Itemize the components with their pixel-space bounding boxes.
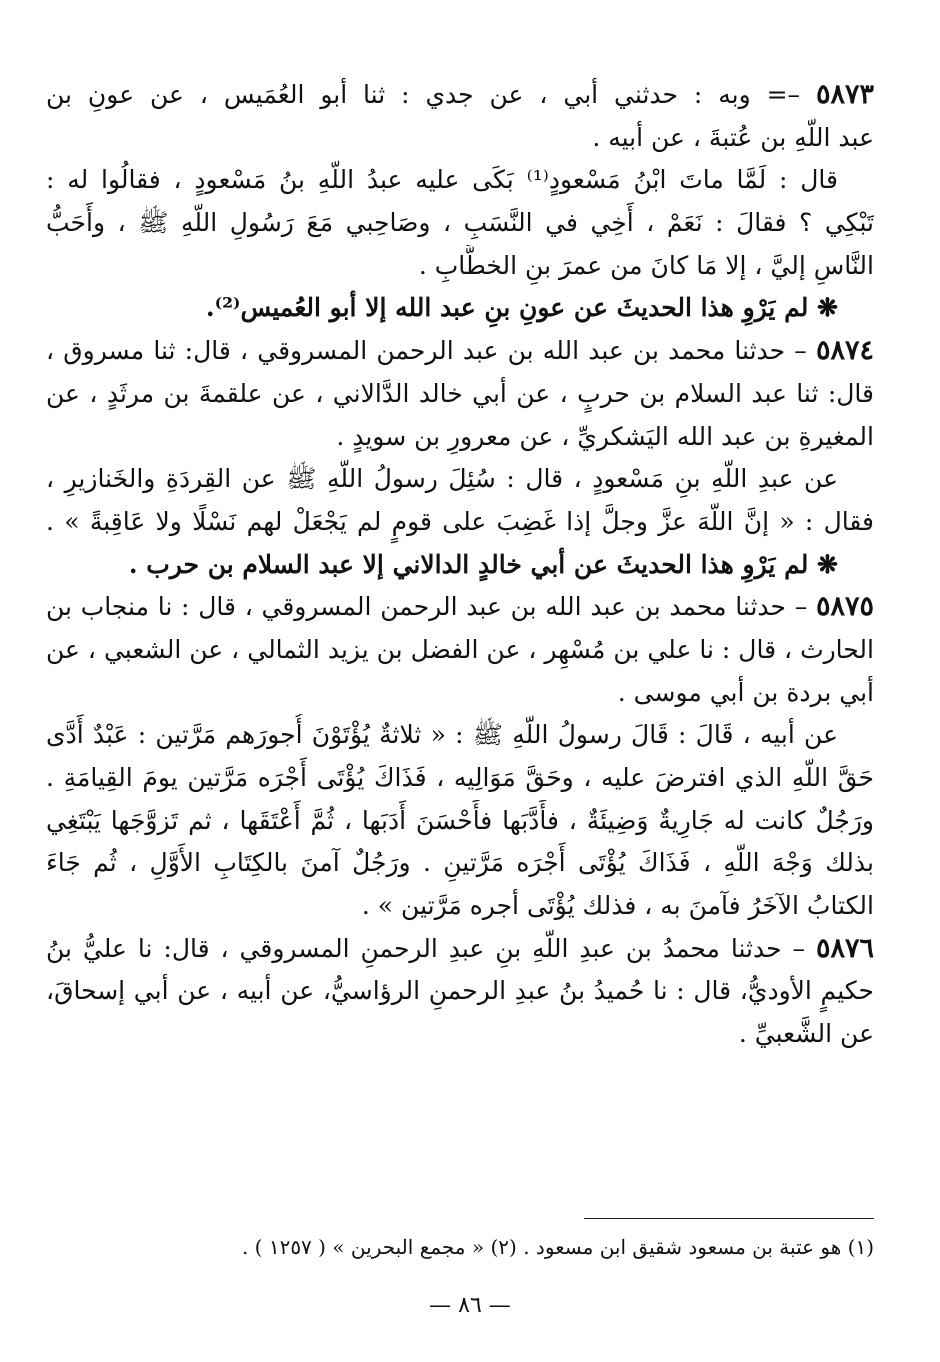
text-line xyxy=(46,373,874,416)
text-line xyxy=(46,202,874,245)
text-line xyxy=(46,757,874,800)
line-text: تَبْكِي ؟ فقالَ : نَعَمْ ، أَخِي في النَّسَبِ ، وصَاحِبي مَعَ رَسُولِ اللّهِ ﷺ ، وأَحَبُّ xyxy=(46,208,874,238)
text-line xyxy=(46,629,874,672)
footnotes: (١) هو عتبة بن مسعود شقيق ابن مسعود . (٢) « مجمع البحرين » ( ١٢٥٧ ) . xyxy=(241,1235,874,1259)
line-text: الكتابُ الآخَرُ فآمنَ به ، فذلك يُؤْتَى أجره مَرَّتين » . xyxy=(361,891,874,921)
line-text: – حدثنا محمد بن عبد الله بن عبد الرحمن المسروقي ، قال: ثنا مسروق ، xyxy=(46,336,816,366)
line-text: قال : لَمَّا ماتَ ابْنُ مَسْعودٍ⁽¹⁾ بَكَى عليه عبدُ اللّهِ بنُ مَسْعودٍ ، فقالُوا له : xyxy=(46,165,838,195)
hadith-note-line xyxy=(46,544,874,587)
text-line xyxy=(46,928,874,971)
line-text: بذلك وَجْهَ اللّهِ ، فَذَاكَ يُؤْتَى أَجْرَه مَرَّتينِ . ورَجُلٌ آمنَ بالكِتَابِ الأَوَّلِ ، ثُم جَاءَ xyxy=(46,848,874,878)
text-line xyxy=(46,842,874,885)
line-text: عن عبدِ اللّهِ بنِ مَسْعودٍ ، قال : سُئِلَ رسولُ اللّهِ ﷺ عن القِردَةِ والخَنازيرِ ، xyxy=(46,464,838,494)
text-line xyxy=(46,245,874,288)
text-line xyxy=(46,330,874,373)
footnote-separator xyxy=(584,1218,874,1219)
text-line xyxy=(46,970,874,1013)
hadith-note-line xyxy=(46,287,874,330)
line-text: حَقَّ اللّهِ الذي افترضَ عليه ، وحَقَّ مَوَالِيه ، فَذَاكَ يُؤْتَى أَجْرَه مَرَّتين يومَ القِيامَةِ . xyxy=(46,763,874,792)
line-text: النَّاسِ إليَّ ، إلا مَا كانَ من عمرَ بنِ الخطَّابِ . xyxy=(418,250,874,280)
line-text: أبي بردة بن أبي موسى . xyxy=(617,677,874,707)
line-text: فقال : « إنَّ اللّهَ عزَّ وجلَّ إذا غَضِبَ على قومٍ لم يَجْعَلْ لهم نَسْلًا ولا عَاقِبةً » . xyxy=(46,506,874,536)
line-text: – حدثنا محمدُ بن عبدِ اللّهِ بنِ عبدِ الرحمنِ المسروقي ، قال: نا عليُّ بنُ xyxy=(46,933,816,963)
line-text: حكيمٍ الأوديُّ، قال : نا حُميدُ بنُ عبدِ الرحمنِ الرؤاسيُّ، عن أبيه ، عن أبي إسحاقَ، xyxy=(46,976,874,1006)
line-text: ❋ لم يَرْوِ هذا الحديثَ عن أبي خالدٍ الدالاني إلا عبد السلام بن حرب . xyxy=(128,549,838,579)
text-line xyxy=(46,458,874,501)
page-number: — ٨٦ — xyxy=(429,1293,511,1318)
line-text: – حدثنا محمد بن عبد الله بن عبد الرحمن المسروقي ، قال : نا منجاب بن xyxy=(46,592,816,622)
text-line xyxy=(46,159,874,202)
text-line xyxy=(46,800,874,843)
text-line xyxy=(46,1013,874,1056)
text-line xyxy=(46,586,874,629)
hadith-number: ٥٨٧٣ xyxy=(815,79,874,110)
text-line xyxy=(46,501,874,544)
hadith-number: ٥٨٧٤ xyxy=(815,335,874,367)
hadith-number: ٥٨٧٦ xyxy=(815,932,874,964)
line-text: ❋ لم يَرْوِ هذا الحديثَ عن عونِ بنِ عبد الله إلا أبو العُميس⁽²⁾. xyxy=(205,293,838,323)
line-text: قال: ثنا عبد السلام بن حربٍ ، عن أبي خالد الدَّالاني ، عن علقمةَ بن مرثَدٍ ، عن xyxy=(46,378,874,408)
hadith-number: ٥٨٧٥ xyxy=(815,591,874,623)
line-text: عن أبيه ، قَالَ : قَالَ رسولُ اللّهِ ﷺ : « ثلاثةٌ يُؤْتَوْنَ أُجورَهم مَرَّتين : عَبْدٌ أَدَّى xyxy=(46,720,838,750)
text-line xyxy=(46,74,874,117)
text-line xyxy=(46,714,874,757)
text-line xyxy=(46,117,874,160)
line-text: عن الشَّعبيِّ . xyxy=(738,1019,874,1049)
page-body xyxy=(46,74,874,1056)
line-text: ورَجُلٌ كانت له جَارِيةٌ وَضِيئَةٌ ، فأَدَّبَها فأَحْسَنَ أَدَبَها ، ثُمَّ أَعْتَقَها ، ثم تَزوَّجَها يَبْتَغِي xyxy=(46,805,874,835)
line-text: الحارث ، قال : نا علي بن مُسْهِر ، عن الفضل بن يزيد الثمالي ، عن الشعبي ، عن xyxy=(46,634,874,664)
text-line xyxy=(46,672,874,715)
line-text: –= وبه : حدثني أبي ، عن جدي : ثنا أبو العُمَيس ، عن عونِ بن xyxy=(46,80,816,109)
line-text: المغيرةِ بن عبد الله اليَشكريِّ ، عن معرورِ بن سويدٍ . xyxy=(336,421,874,451)
line-text: عبد اللّهِ بن عُتبةَ ، عن أبيه . xyxy=(592,122,874,152)
text-line xyxy=(46,416,874,459)
text-line xyxy=(46,885,874,928)
